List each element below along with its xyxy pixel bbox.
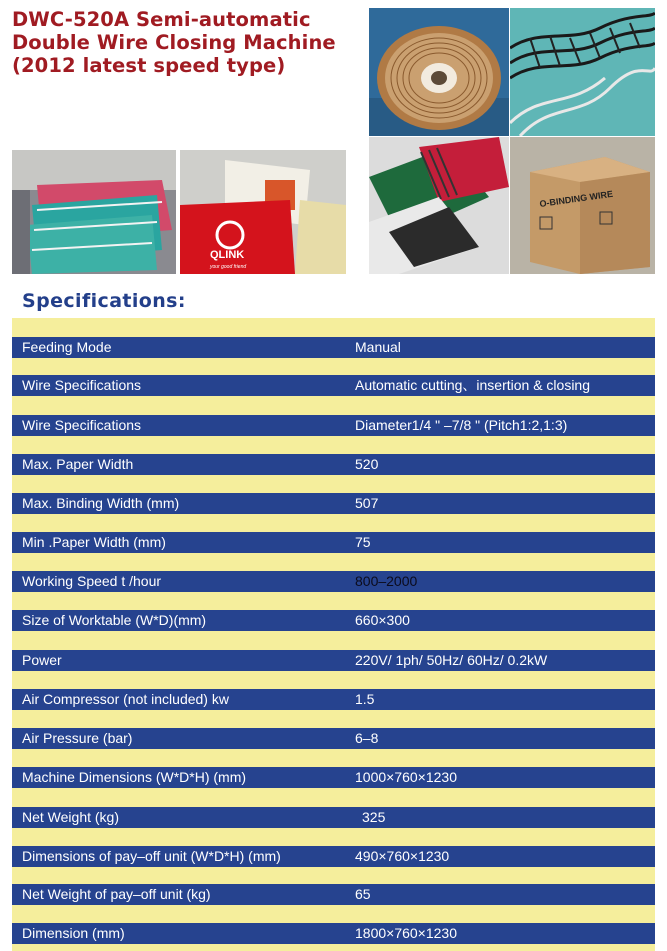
spec-label: Feeding Mode — [22, 339, 112, 355]
spec-row — [12, 884, 655, 905]
specifications-table — [12, 318, 655, 951]
spec-value: Manual — [355, 339, 401, 355]
spec-value: 75 — [355, 534, 371, 550]
spec-label: Wire Specifications — [22, 377, 142, 393]
bag-slogan: your good friend — [210, 264, 247, 270]
spec-value: Diameter1/4 " –7/8 " (Pitch1:2,1:3) — [355, 417, 568, 433]
spec-value: 800–2000 — [355, 573, 418, 589]
photo-wire-combs — [510, 8, 655, 136]
title-line: (2012 latest speed type) — [12, 54, 286, 77]
photo-wire-spool — [369, 8, 509, 136]
spec-row — [12, 846, 655, 867]
spec-label: Net Weight of pay–off unit (kg) — [22, 886, 211, 902]
spec-row — [12, 689, 655, 710]
spec-value: 325 — [362, 809, 386, 825]
title-line: DWC-520A Semi-automatic — [12, 8, 311, 31]
photo-notebooks — [369, 137, 509, 274]
spec-value: 6–8 — [355, 730, 379, 746]
spec-label: Max. Binding Width (mm) — [22, 495, 180, 511]
spec-label: Min .Paper Width (mm) — [22, 534, 166, 550]
spec-row — [12, 767, 655, 788]
spec-row — [12, 728, 655, 749]
spec-label: Dimension (mm) — [22, 925, 125, 941]
photo-wire-box — [510, 137, 655, 274]
spec-value: 220V/ 1ph/ 50Hz/ 60Hz/ 0.2kW — [355, 652, 548, 668]
spec-label: Working Speed t /hour — [22, 573, 162, 589]
spec-value: 490×760×1230 — [355, 848, 450, 864]
specifications-heading: Specifications: — [22, 290, 186, 312]
spec-row — [12, 337, 655, 358]
spec-row — [12, 610, 655, 631]
spec-row — [12, 375, 655, 396]
spec-label: Dimensions of pay–off unit (W*D*H) (mm) — [22, 848, 281, 864]
spec-value: Automatic cutting、insertion & closing — [355, 377, 590, 393]
spec-label: Air Compressor (not included) kw — [22, 691, 229, 707]
spec-label: Size of Worktable (W*D)(mm) — [22, 612, 207, 628]
spec-label: Max. Paper Width — [22, 456, 134, 472]
spec-value: 520 — [355, 456, 379, 472]
page-title — [12, 8, 357, 77]
spec-row — [12, 571, 655, 592]
bag-brand: QLINK — [210, 249, 245, 261]
spec-label: Machine Dimensions (W*D*H) (mm) — [22, 769, 247, 785]
spec-row — [12, 493, 655, 514]
photo-calendars-bag — [180, 150, 346, 274]
spec-row — [12, 807, 655, 828]
spec-row — [12, 532, 655, 553]
spec-label: Power — [22, 652, 62, 668]
spec-row — [12, 454, 655, 475]
photo-bound-books — [12, 150, 176, 274]
title-line: Double Wire Closing Machine — [12, 31, 336, 54]
spec-label: Wire Specifications — [22, 417, 142, 433]
spec-value: 1800×760×1230 — [355, 925, 457, 941]
spec-value: 1000×760×1230 — [355, 769, 457, 785]
spec-value: 65 — [355, 886, 371, 902]
spec-row — [12, 923, 655, 944]
box-label: O-BINDING WIRE — [538, 188, 614, 209]
spec-label: Net Weight (kg) — [22, 809, 119, 825]
spec-row — [12, 650, 655, 671]
spec-row — [12, 415, 655, 436]
spec-value: 660×300 — [355, 612, 410, 628]
spec-label: Air Pressure (bar) — [22, 730, 133, 746]
spec-value: 1.5 — [355, 691, 375, 707]
spec-value: 507 — [355, 495, 379, 511]
